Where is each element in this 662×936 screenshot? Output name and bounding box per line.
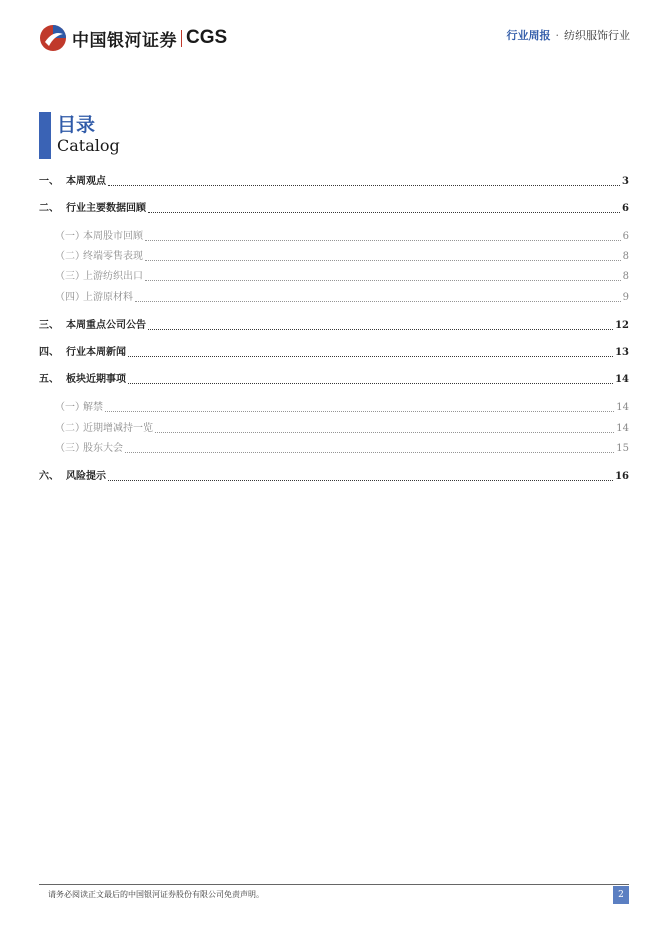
company-logo xyxy=(39,24,227,52)
toc-entry[interactable] xyxy=(39,422,629,436)
toc-entry-label: 终端零售表现 xyxy=(83,251,143,262)
toc-entry-label: 本周重点公司公告 xyxy=(66,320,146,331)
toc-entry-label: 上游原材料 xyxy=(83,292,133,303)
toc-entry-page: 9 xyxy=(622,292,629,303)
toc-dot-leader xyxy=(155,431,614,433)
toc-entry-page: 14 xyxy=(616,402,629,413)
logo-divider xyxy=(181,30,182,47)
report-category xyxy=(507,27,631,43)
toc-dot-leader xyxy=(108,479,613,481)
toc-entry[interactable] xyxy=(39,373,629,387)
toc-dot-leader xyxy=(105,410,614,412)
toc-dot-leader xyxy=(135,300,621,302)
toc-entry-number: （二） xyxy=(55,251,85,262)
logo-english-text: CGS xyxy=(186,27,228,48)
toc-entry-label: 本周股市回顾 xyxy=(83,231,143,242)
toc-entry-label: 风险提示 xyxy=(66,471,106,482)
toc-dot-leader xyxy=(125,451,614,453)
toc-entry-number: （一） xyxy=(55,231,85,242)
toc-entry[interactable] xyxy=(39,401,629,415)
toc-entry-page: 8 xyxy=(622,271,629,282)
toc-entry-page: 6 xyxy=(622,231,629,242)
toc-entry-number: 一、 xyxy=(39,176,59,187)
toc-entry[interactable] xyxy=(39,319,629,333)
page-header xyxy=(0,0,662,70)
toc-entry-label: 股东大会 xyxy=(83,443,123,454)
cgs-logo-icon xyxy=(39,24,67,52)
footer-disclaimer: 请务必阅读正文最后的中国银河证券股份有限公司免责声明。 xyxy=(48,890,264,899)
toc-entry-page: 12 xyxy=(615,320,629,331)
toc-entry-number: （三） xyxy=(55,443,85,454)
toc-entry[interactable] xyxy=(39,250,629,264)
toc-dot-leader xyxy=(145,279,621,281)
toc-entry-page: 14 xyxy=(615,374,629,385)
toc-entry[interactable] xyxy=(39,442,629,456)
toc-entry-number: （三） xyxy=(55,271,85,282)
toc-entry-page: 6 xyxy=(622,203,629,214)
header-separator: · xyxy=(555,29,559,42)
toc-entry-page: 3 xyxy=(622,176,629,187)
toc-entry-label: 本周观点 xyxy=(66,176,106,187)
toc-entry-number: 二、 xyxy=(39,203,59,214)
toc-entry-number: 六、 xyxy=(39,471,59,482)
industry-name: 纺织服饰行业 xyxy=(564,29,630,42)
title-accent-bar xyxy=(39,112,51,159)
toc-entry-number: （二） xyxy=(55,423,85,434)
toc-entry-label: 近期增减持一览 xyxy=(83,423,153,434)
toc-entry[interactable] xyxy=(39,346,629,360)
footer-divider xyxy=(39,884,629,885)
toc-dot-leader xyxy=(145,239,621,241)
toc-entry-page: 15 xyxy=(616,443,629,454)
toc-entry[interactable] xyxy=(39,270,629,284)
toc-entry[interactable] xyxy=(39,230,629,244)
toc-entry[interactable] xyxy=(39,202,629,216)
toc-dot-leader xyxy=(148,328,613,330)
toc-dot-leader xyxy=(128,355,613,357)
title-english: Catalog xyxy=(57,136,120,155)
toc-entry-number: 四、 xyxy=(39,347,59,358)
toc-entry-number: 五、 xyxy=(39,374,59,385)
toc-dot-leader xyxy=(108,184,620,186)
logo-chinese-text: 中国银河证券 xyxy=(72,30,177,51)
toc-entry-page: 14 xyxy=(616,423,629,434)
toc-entry-page: 8 xyxy=(622,251,629,262)
toc-entry[interactable] xyxy=(39,175,629,189)
toc-entry[interactable] xyxy=(39,291,629,305)
toc-entry[interactable] xyxy=(39,470,629,484)
page-number: 2 xyxy=(613,886,629,904)
toc-dot-leader xyxy=(148,211,620,213)
toc-dot-leader xyxy=(145,259,621,261)
toc-entry-label: 行业本周新闻 xyxy=(66,347,126,358)
toc-entry-page: 16 xyxy=(615,471,629,482)
toc-entry-label: 行业主要数据回顾 xyxy=(66,203,146,214)
report-type: 行业周报 xyxy=(506,29,551,42)
toc-entry-number: 三、 xyxy=(39,320,59,331)
toc-dot-leader xyxy=(128,382,613,384)
toc-entry-label: 板块近期事项 xyxy=(66,374,126,385)
toc-entry-label: 上游纺织出口 xyxy=(83,271,143,282)
toc-entry-label: 解禁 xyxy=(83,402,103,413)
title-chinese: 目录 xyxy=(57,114,96,136)
toc-entry-number: （四） xyxy=(55,292,85,303)
toc-entry-number: （一） xyxy=(55,402,85,413)
toc-entry-page: 13 xyxy=(615,347,629,358)
